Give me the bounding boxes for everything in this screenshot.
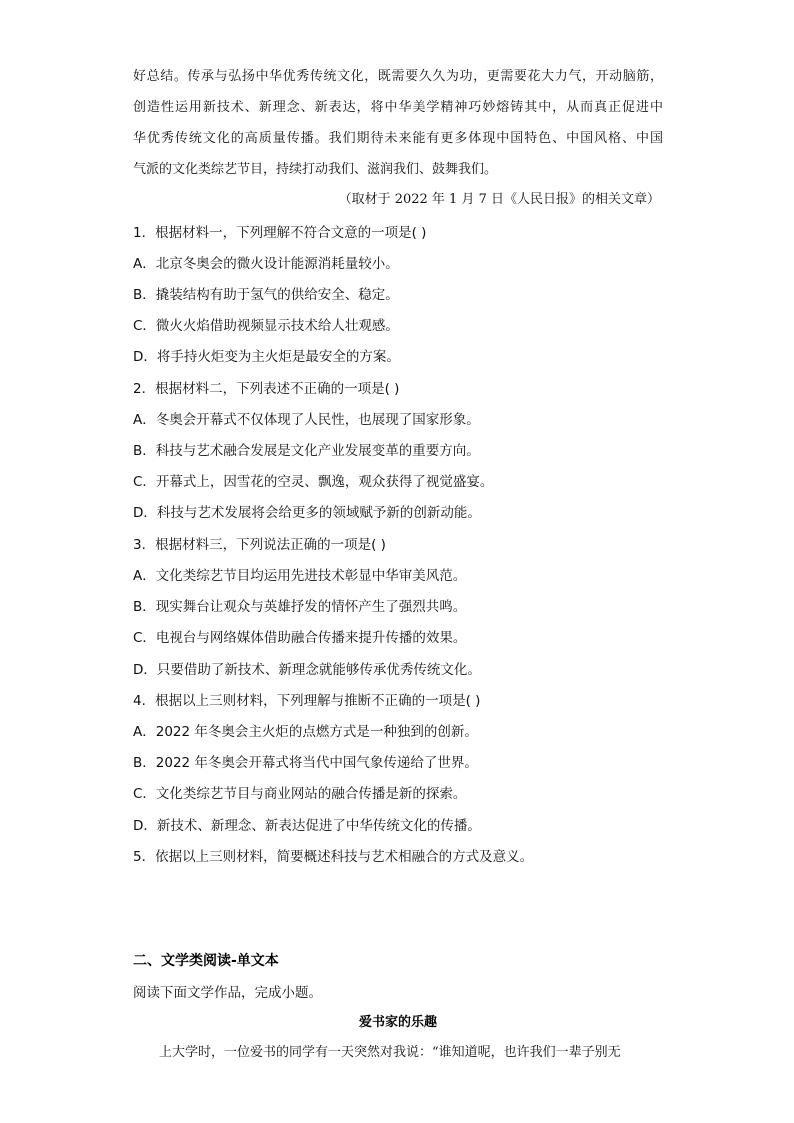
answer-option: D．将手持火炬变为主火炬是最安全的方案。: [133, 349, 400, 365]
passage-line: 华优秀传统文化的高质量传播。我们期待未来能有更多体现中国特色、中国风格、中国: [133, 131, 663, 146]
answer-option: C．微火火焰借助视频显示技术给人壮观感。: [133, 318, 399, 334]
source-citation: （取材于 2022 年 1 月 7 日《人民日报》的相关文章）: [338, 192, 660, 207]
answer-option: A．北京冬奥会的微火设计能源消耗量较小。: [133, 256, 399, 272]
article-first-line: 上大学时，一位爱书的同学有一天突然对我说：“谁知道呢，也许我们一辈子别无: [159, 1045, 621, 1060]
passage-line: 创造性运用新技术、新理念、新表达，将中华美学精神巧妙熔铸其中，从而真正促进中: [133, 100, 663, 115]
answer-option: B．科技与艺术融合发展是文化产业发展变革的重要方向。: [133, 443, 480, 459]
answer-option: D．科技与艺术发展将会给更多的领域赋予新的创新动能。: [133, 505, 481, 521]
section-instruction: 阅读下面文学作品，完成小题。: [133, 985, 322, 1001]
question-stem: 3．根据材料三，下列说法正确的一项是( ): [133, 537, 386, 553]
answer-option: D．只要借助了新技术、新理念就能够传承优秀传统文化。: [133, 662, 481, 678]
answer-option: B．撬装结构有助于氢气的供给安全、稳定。: [133, 287, 399, 303]
question-stem: 2．根据材料二，下列表述不正确的一项是( ): [133, 381, 400, 397]
section-heading: 二、文学类阅读-单文本: [133, 953, 279, 969]
answer-option: C．电视台与网络媒体借助融合传播来提升传播的效果。: [133, 630, 467, 646]
answer-option: A．文化类综艺节目均运用先进技术彰显中华审美风范。: [133, 568, 467, 584]
passage-line: 气派的文化类综艺节目，持续打动我们、滋润我们、鼓舞我们。: [133, 162, 498, 177]
question-stem: 4．根据以上三则材料，下列理解与推断不正确的一项是( ): [133, 693, 481, 709]
answer-option: A．2022 年冬奥会主火炬的点燃方式是一种独到的创新。: [133, 724, 478, 740]
answer-option: B．2022 年冬奥会开幕式将当代中国气象传递给了世界。: [133, 755, 478, 771]
passage-line: 好总结。传承与弘扬中华优秀传统文化，既需要久久为功，更需要花大力气，开动脑筋，: [133, 69, 663, 84]
question-stem: 5．依据以上三则材料，简要概述科技与艺术相融合的方式及意义。: [133, 849, 534, 865]
article-title: 爱书家的乐趣: [358, 1015, 437, 1030]
answer-option: B．现实舞台让观众与英雄抒发的情怀产生了强烈共鸣。: [133, 599, 467, 615]
answer-option: C．开幕式上，因雪花的空灵、飘逸，观众获得了视觉盛宴。: [133, 474, 494, 490]
question-stem: 1．根据材料一，下列理解不符合文意的一项是( ): [133, 225, 427, 241]
answer-option: C．文化类综艺节目与商业网站的融合传播是新的探索。: [133, 786, 467, 802]
answer-option: A．冬奥会开幕式不仅体现了人民性，也展现了国家形象。: [133, 412, 480, 428]
answer-option: D．新技术、新理念、新表达促进了中华传统文化的传播。: [133, 818, 481, 834]
